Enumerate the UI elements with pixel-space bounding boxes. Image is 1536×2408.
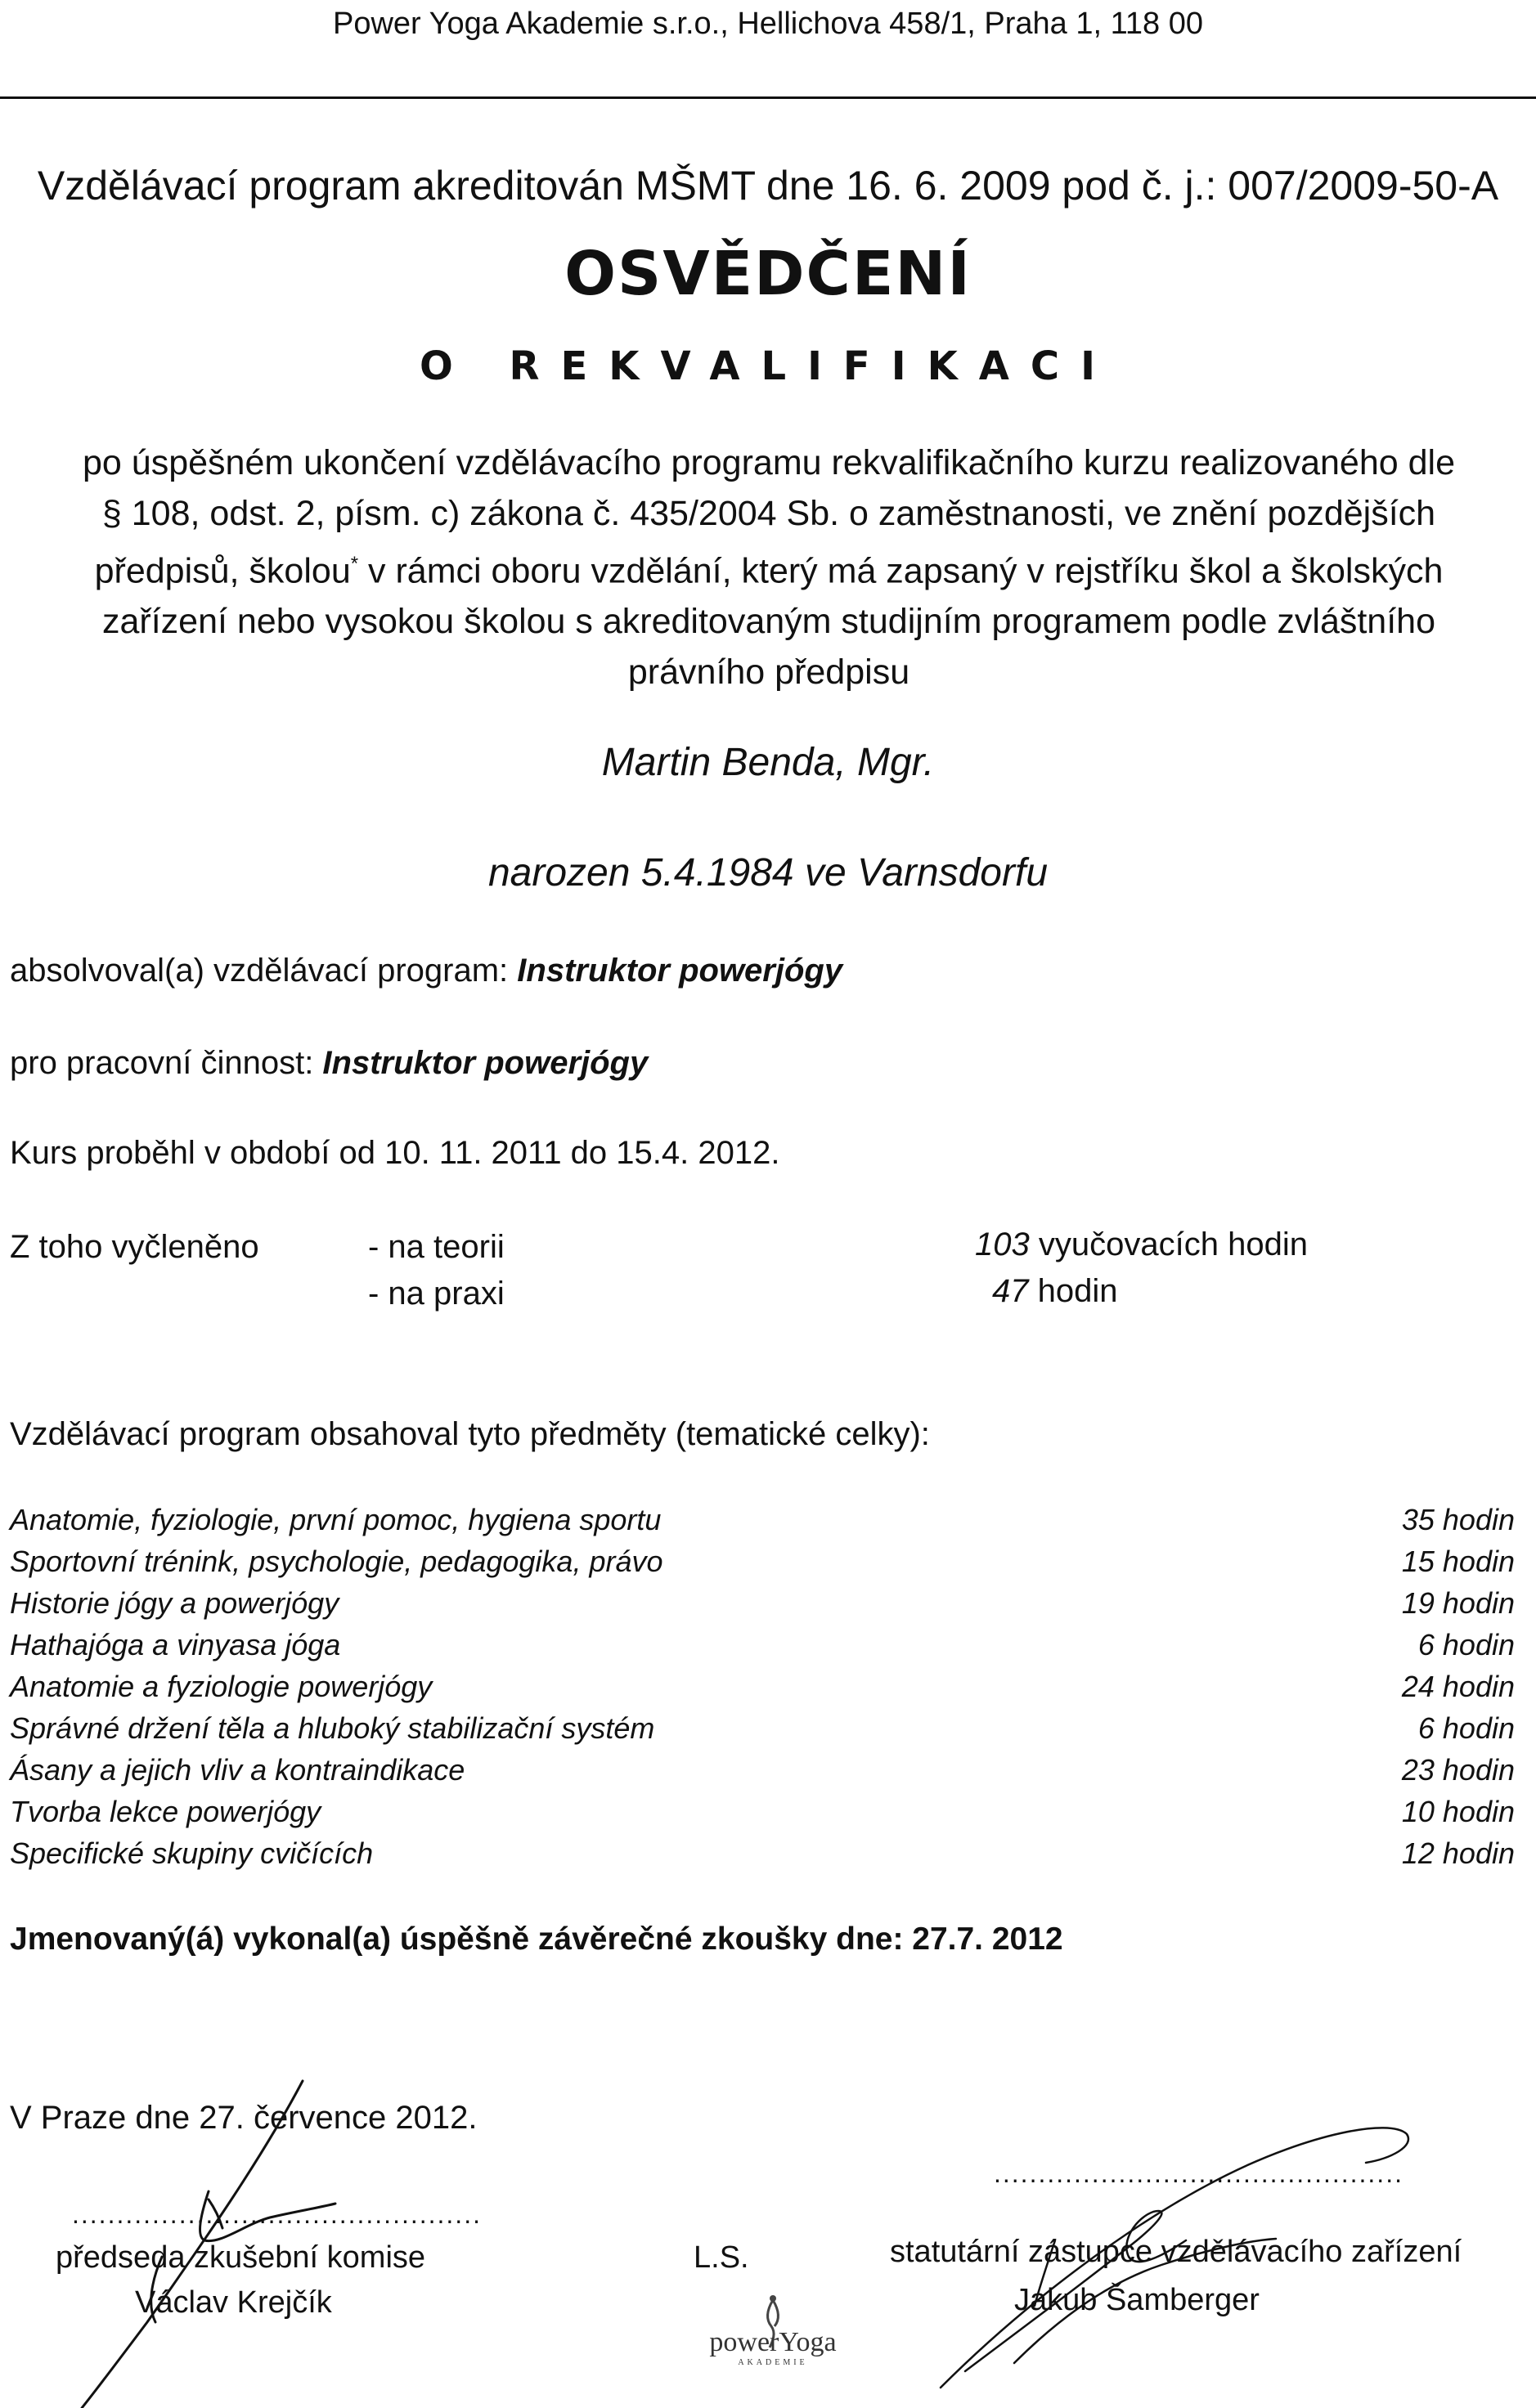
accreditation-line: Vzdělávací program akreditován MŠMT dne 16. 6. 2009 pod č. j.: 007/2009-50-A <box>37 163 1499 209</box>
activity-line <box>10 1045 648 1082</box>
certificate-subtitle: O REKVALIFIKACI <box>419 343 1117 389</box>
subject-name: Anatomie, fyziologie, první pomoc, hygiena sportu <box>10 1503 662 1536</box>
subject-row <box>10 1795 1515 1836</box>
subject-hours: 19 hodin <box>1401 1586 1515 1620</box>
subject-name: Správné držení těla a hluboký stabilizační systém <box>10 1711 655 1745</box>
left-signatory-name: Václav Krejčík <box>135 2285 332 2320</box>
header-address: Power Yoga Akademie s.r.o., Hellichova 458/1, Praha 1, 118 00 <box>333 7 1203 41</box>
left-signatory-role: předseda zkušební komise <box>56 2240 426 2275</box>
program-value: Instruktor powerjógy <box>517 953 843 989</box>
subject-name: Anatomie a fyziologie powerjógy <box>10 1670 433 1703</box>
subject-name: Specifické skupiny cvičících <box>10 1836 374 1870</box>
intro-line: zařízení nebo vysokou školou s akreditovaným studijním programem podle zvláštního <box>101 602 1436 642</box>
subject-row <box>10 1836 1515 1878</box>
intro-line: právního předpisu <box>627 652 910 693</box>
theory-hours-number: 103 <box>975 1226 1030 1262</box>
place-date: V Praze dne 27. července 2012. <box>10 2100 478 2136</box>
subject-hours: 6 hodin <box>1417 1628 1515 1661</box>
subject-row <box>10 1670 1515 1711</box>
stamp-logo-sub: AKADEMIE <box>738 2358 808 2367</box>
subject-name: Hathajóga a vinyasa jóga <box>10 1628 341 1661</box>
program-line <box>10 953 842 989</box>
intro-line <box>49 539 1489 596</box>
subject-hours: 6 hodin <box>1417 1711 1515 1745</box>
theory-hours-unit: vyučovacích hodin <box>1029 1226 1308 1262</box>
activity-label: pro pracovní činnost: <box>10 1045 323 1081</box>
intro-text: předpisů, školou <box>94 551 351 591</box>
intro-line: po úspěšném ukončení vzdělávacího programu rekvalifikačního kurzu realizovaného dle <box>83 443 1455 482</box>
subject-row <box>10 1586 1515 1628</box>
subject-name: Tvorba lekce powerjógy <box>10 1795 321 1828</box>
certificate-title: OSVĚDČENÍ <box>564 239 972 309</box>
hours-label: Z toho vyčleněno <box>10 1229 259 1265</box>
header-divider <box>0 96 1536 99</box>
practice-hours-unit: hodin <box>1028 1273 1118 1309</box>
subject-hours: 12 hodin <box>1401 1836 1515 1870</box>
subject-hours: 10 hodin <box>1401 1795 1515 1828</box>
person-birth: narozen 5.4.1984 ve Varnsdorfu <box>487 851 1049 895</box>
course-period: Kurs proběhl v období od 10. 11. 2011 do 15.4. 2012. <box>10 1135 780 1171</box>
person-name: Martin Benda, Mgr. <box>601 741 935 784</box>
subject-name: Sportovní trénink, psychologie, pedagogika, právo <box>10 1545 663 1578</box>
subject-row <box>10 1503 1515 1545</box>
subject-hours: 24 hodin <box>1401 1670 1515 1703</box>
subject-name: Historie jógy a powerjógy <box>10 1586 339 1620</box>
stamp-logo <box>695 2294 851 2408</box>
subject-row <box>10 1545 1515 1586</box>
program-label: absolvoval(a) vzdělávací program: <box>10 953 518 989</box>
subject-name: Ásany a jejich vliv a kontraindikace <box>10 1753 465 1787</box>
right-signatory-role: statutární zástupce vzdělávacího zařízení <box>890 2235 1462 2269</box>
right-signature-line: .............................................. <box>994 2159 1404 2188</box>
subject-row <box>10 1628 1515 1670</box>
left-signature-line: .............................................. <box>72 2199 482 2229</box>
subject-row <box>10 1711 1515 1753</box>
right-signatory-name: Jakub Šamberger <box>1014 2283 1260 2317</box>
seal-mark: L.S. <box>694 2240 749 2275</box>
practice-hours-number: 47 <box>992 1273 1029 1309</box>
theory-label: - na teorii <box>368 1229 505 1265</box>
intro-line: § 108, odst. 2, písm. c) zákona č. 435/2004 Sb. o zaměstnanosti, ve znění pozdějších <box>101 494 1436 533</box>
practice-label: - na praxi <box>368 1276 505 1312</box>
subject-hours: 15 hodin <box>1401 1545 1515 1578</box>
intro-text: v rámci oboru vzdělání, který má zapsaný v rejstříku škol a školských <box>358 551 1444 591</box>
subjects-heading: Vzdělávací program obsahoval tyto předměty (tematické celky): <box>10 1416 930 1452</box>
subject-hours: 23 hodin <box>1401 1753 1515 1787</box>
intro-paragraph <box>49 437 1489 697</box>
stamp-logo-text: powerYoga <box>709 2327 837 2357</box>
subject-hours: 35 hodin <box>1401 1503 1515 1536</box>
theory-hours <box>975 1226 1308 1263</box>
activity-value: Instruktor powerjógy <box>322 1045 649 1081</box>
asterisk-mark: * <box>350 553 359 575</box>
final-exam-statement: Jmenovaný(á) vykonal(a) úspěšně závěrečné zkoušky dne: 27.7. 2012 <box>10 1921 1063 1957</box>
practice-hours <box>992 1273 1117 1310</box>
subject-row <box>10 1753 1515 1795</box>
